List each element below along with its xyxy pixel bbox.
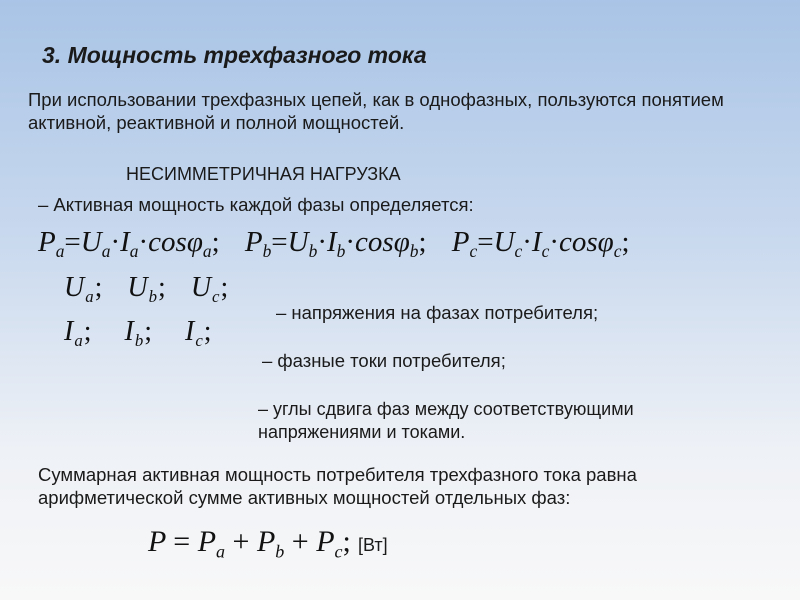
- summary-paragraph: Суммарная активная мощность потребителя трехфазного тока равна арифметической сумме активных мощностей отдельных фаз:: [38, 464, 637, 508]
- slide-title: 3. Мощность трехфазного тока: [42, 42, 427, 68]
- total-power-formula: $P = P_a + P_b + P_c$;: [148, 525, 351, 562]
- phase-power-formulas: [38, 226, 630, 262]
- current-note: – фазные токи потребителя;: [262, 350, 506, 371]
- active-power-line: – Активная мощность каждой фазы определяется:: [38, 194, 474, 215]
- section-subtitle: НЕСИММЕТРИЧНАЯ НАГРУЗКА: [126, 164, 401, 184]
- formula-pa: $P_a=U_a\cdot I_a\cdot\cos\varphi_a$;: [38, 226, 220, 262]
- current-symbols: $I_a$; $I_b$; $I_c$;: [64, 316, 213, 350]
- unit-label: [Вт]: [358, 535, 388, 555]
- formula-pb: $P_b=U_b\cdot I_b\cdot\cos\varphi_b$;: [244, 226, 427, 262]
- intro-paragraph: При использовании трехфазных цепей, как в однофазных, пользуются понятием активной, реактивной и полной мощностей.: [28, 89, 724, 133]
- voltage-symbols: $U_a$; $U_b$; $U_c$;: [64, 272, 230, 306]
- angle-note: – углы сдвига фаз между соответствующими напряжениями и токами.: [258, 399, 634, 442]
- voltage-note: – напряжения на фазах потребителя;: [276, 302, 599, 323]
- formula-pc: $P_c=U_c\cdot I_c\cdot\cos\varphi_c$;: [451, 226, 630, 262]
